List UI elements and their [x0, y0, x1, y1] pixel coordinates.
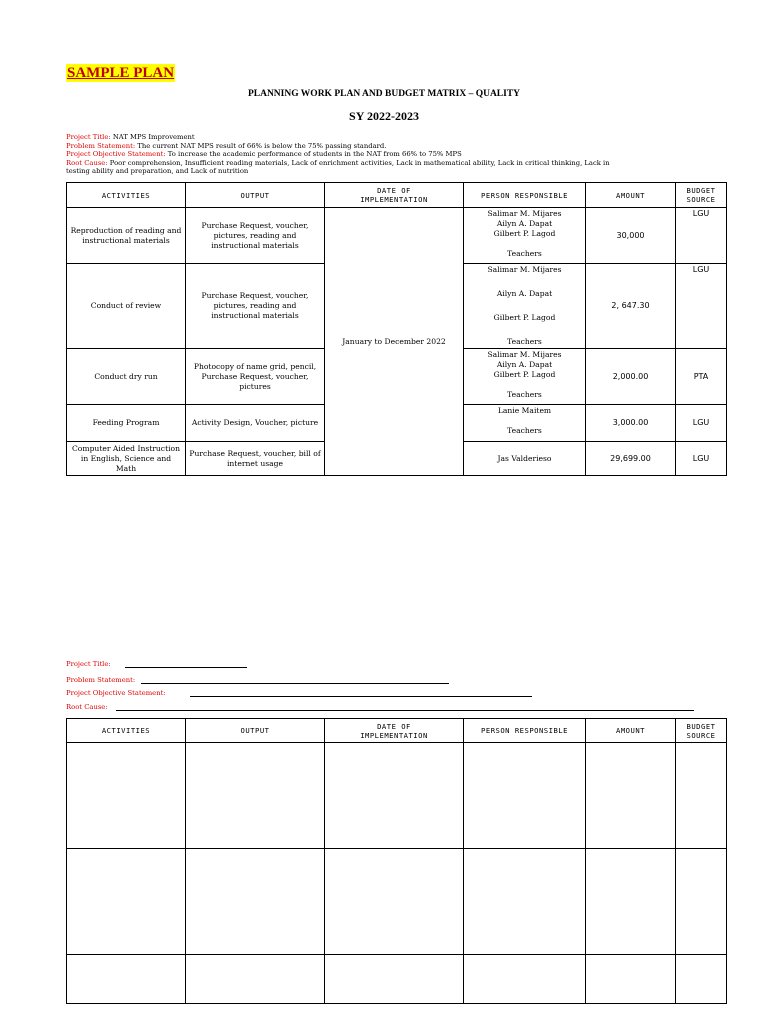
activity-cell: Feeding Program: [67, 405, 186, 442]
school-year: SY 2022-2023: [349, 109, 419, 123]
header-budget-line2: SOURCE: [686, 195, 716, 204]
objective-value: To increase the academic performance of students in the NAT from 66% to 75% MPS: [167, 150, 462, 159]
blank-cell[interactable]: [464, 743, 586, 849]
person-name: Salimar M. Mijares: [487, 209, 562, 218]
blank-cell[interactable]: [586, 955, 676, 1004]
objective-line: [66, 150, 706, 159]
header-budget-source: [676, 183, 727, 208]
person-name: Teachers: [507, 390, 542, 399]
problem-statement-line: [66, 142, 706, 151]
activity-cell: Computer Aided Instruction in English, Science and Math: [67, 442, 186, 476]
root-cause-label: Root Cause:: [66, 158, 108, 167]
person-name: Ailyn A. Dapat: [496, 360, 553, 369]
person-name: Gilbert P. Lagod: [493, 229, 556, 238]
blank-cell[interactable]: [67, 743, 186, 849]
blank-root-cause-label: Root Cause:: [66, 703, 108, 711]
amount-cell: 2,000.00: [586, 349, 676, 405]
project-title-value: NAT MPS Improvement: [112, 133, 195, 141]
person-cell: [464, 349, 586, 405]
blank-project-title-label: Project Title:: [66, 660, 111, 668]
output-cell: Purchase Request, voucher, pictures, reading and instructional materials: [186, 208, 325, 264]
blank-cell[interactable]: [67, 849, 186, 955]
blank-problem-field[interactable]: [141, 683, 449, 684]
problem-statement-label: Problem Statement:: [66, 141, 136, 150]
header-budget-source: [676, 719, 727, 743]
person-name: Lanie Maitem: [497, 406, 552, 415]
output-cell: Photocopy of name grid, pencil, Purchase Request, voucher, pictures: [186, 349, 325, 405]
blank-budget-matrix-table: [66, 718, 727, 1004]
blank-cell[interactable]: [186, 955, 325, 1004]
person-name: Salimar M. Mijares: [487, 350, 562, 359]
project-title-line: [66, 133, 706, 142]
header-date: [325, 183, 464, 208]
amount-cell: 30,000: [586, 208, 676, 264]
blank-problem-label: Problem Statement:: [66, 676, 136, 684]
header-budget-line2: SOURCE: [686, 730, 716, 740]
amount-cell: 2, 647.30: [586, 264, 676, 349]
amount-cell: 29,699.00: [586, 442, 676, 476]
person-name: Gilbert P. Lagod: [493, 370, 556, 379]
person-cell: [464, 264, 586, 349]
blank-cell[interactable]: [676, 743, 727, 849]
root-cause-line: [66, 159, 706, 168]
budget-source-cell: LGU: [676, 442, 727, 476]
person-name: Teachers: [507, 426, 542, 435]
header-output: OUTPUT: [186, 719, 325, 743]
blank-cell[interactable]: [325, 955, 464, 1004]
objective-label: Project Objective Statement:: [66, 150, 166, 159]
person-cell: [464, 442, 586, 476]
activity-cell: Reproduction of reading and instructional materials: [67, 208, 186, 264]
header-person: PERSON RESPONSIBLE: [464, 183, 586, 208]
header-activities: ACTIVITIES: [67, 183, 186, 208]
person-cell: [464, 405, 586, 442]
blank-table-row: [67, 955, 727, 1004]
header-activities: ACTIVITIES: [67, 719, 186, 743]
problem-statement-value: The current NAT MPS result of 66% is below the 75% passing standard.: [137, 141, 387, 150]
header-date-line2: IMPLEMENTATION: [360, 730, 428, 740]
amount-cell: 3,000.00: [586, 405, 676, 442]
budget-source-cell: LGU: [676, 264, 727, 349]
person-name: Jas Valderieso: [497, 453, 552, 463]
blank-cell[interactable]: [325, 743, 464, 849]
header-budget-line1: BUDGET: [686, 186, 716, 195]
header-date-line1: DATE OF: [377, 186, 411, 195]
root-cause-continued: testing ability and preparation, and Lack of nutrition: [66, 167, 249, 176]
blank-cell[interactable]: [186, 743, 325, 849]
project-title-label: Project Title:: [66, 133, 111, 141]
person-name: Teachers: [507, 337, 542, 346]
header-date-line2: IMPLEMENTATION: [360, 195, 428, 204]
table-header-row: [67, 183, 727, 208]
project-meta: [66, 133, 706, 176]
header-amount: AMOUNT: [586, 719, 676, 743]
blank-objective-label: Project Objective Statement:: [66, 689, 166, 697]
person-name: Salimar M. Mijares: [487, 265, 562, 274]
activity-cell: Conduct of review: [67, 264, 186, 349]
activity-cell: Conduct dry run: [67, 349, 186, 405]
person-cell: [464, 208, 586, 264]
person-name: Ailyn A. Dapat: [496, 289, 553, 298]
blank-root-cause-field[interactable]: [116, 710, 694, 711]
budget-matrix-table: [66, 182, 727, 476]
document-title: PLANNING WORK PLAN AND BUDGET MATRIX – QUALITY: [247, 89, 521, 99]
table-header-row: [67, 719, 727, 743]
output-cell: Purchase Request, voucher, pictures, reading and instructional materials: [186, 264, 325, 349]
budget-source-cell: LGU: [676, 405, 727, 442]
budget-source-cell: PTA: [676, 349, 727, 405]
blank-objective-field[interactable]: [190, 696, 532, 697]
person-name: Ailyn A. Dapat: [496, 219, 553, 228]
blank-cell[interactable]: [67, 955, 186, 1004]
person-name: Teachers: [507, 249, 542, 258]
header-budget-line1: BUDGET: [686, 721, 716, 731]
blank-cell[interactable]: [586, 849, 676, 955]
header-date-line1: DATE OF: [377, 721, 411, 731]
header-person: PERSON RESPONSIBLE: [464, 719, 586, 743]
person-name: Gilbert P. Lagod: [493, 313, 556, 322]
output-cell: Purchase Request, voucher, bill of internet usage: [186, 442, 325, 476]
blank-cell[interactable]: [186, 849, 325, 955]
root-cause-value: Poor comprehension, Insufficient reading materials, Lack of enrichment activities, Lack in mathematical ability, Lack in critical thinking, Lack in: [109, 158, 610, 167]
blank-table-row: [67, 849, 727, 955]
header-output: OUTPUT: [186, 183, 325, 208]
blank-table-row: [67, 743, 727, 849]
blank-cell[interactable]: [586, 743, 676, 849]
sample-plan-label: SAMPLE PLAN: [67, 65, 175, 81]
budget-source-cell: LGU: [676, 208, 727, 264]
blank-cell[interactable]: [464, 955, 586, 1004]
date-cell: January to December 2022: [325, 208, 464, 476]
blank-project-title-field[interactable]: [125, 667, 247, 668]
table-row: [67, 208, 727, 264]
blank-cell[interactable]: [676, 955, 727, 1004]
blank-cell[interactable]: [464, 849, 586, 955]
blank-cell[interactable]: [676, 849, 727, 955]
header-amount: AMOUNT: [586, 183, 676, 208]
blank-cell[interactable]: [325, 849, 464, 955]
output-cell: Activity Design, Voucher, picture: [186, 405, 325, 442]
header-date: [325, 719, 464, 743]
